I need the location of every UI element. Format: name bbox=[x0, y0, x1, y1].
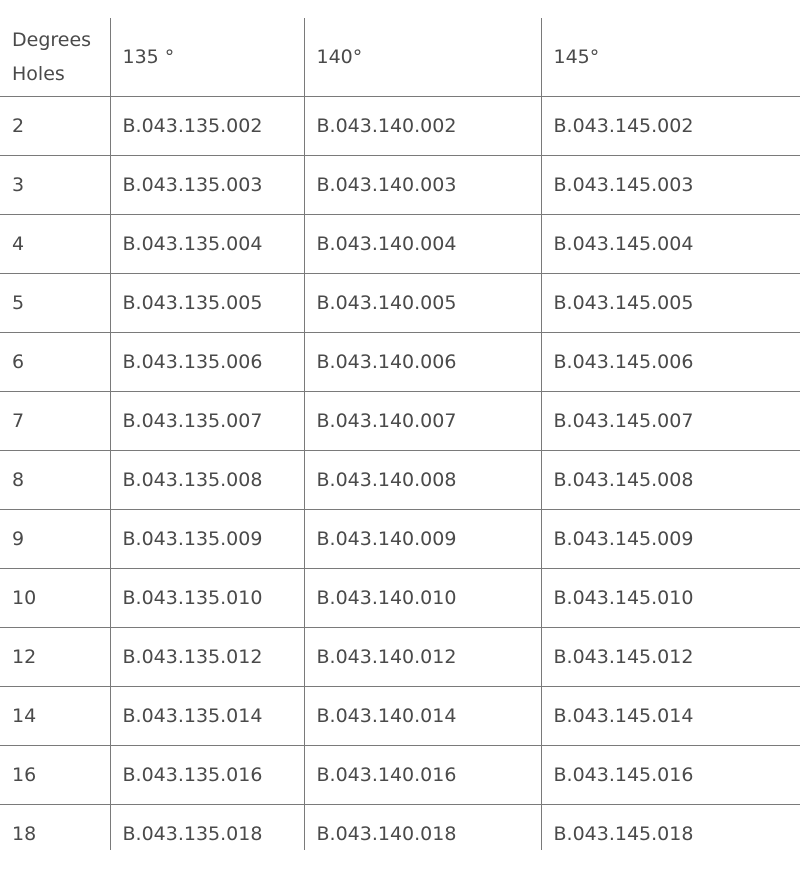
column-header-135: 135 ° bbox=[110, 18, 304, 97]
code-135-cell: B.043.135.014 bbox=[110, 687, 304, 746]
code-135-cell: B.043.135.012 bbox=[110, 628, 304, 687]
code-145-cell: B.043.145.006 bbox=[541, 333, 800, 392]
code-145-cell: B.043.145.014 bbox=[541, 687, 800, 746]
column-header-145: 145° bbox=[541, 18, 800, 97]
code-135-cell: B.043.135.005 bbox=[110, 274, 304, 333]
holes-cell: 3 bbox=[0, 156, 110, 215]
code-135-cell: B.043.135.008 bbox=[110, 451, 304, 510]
code-140-cell: B.043.140.006 bbox=[304, 333, 541, 392]
holes-cell: 4 bbox=[0, 215, 110, 274]
holes-cell: 7 bbox=[0, 392, 110, 451]
code-140-cell: B.043.140.003 bbox=[304, 156, 541, 215]
header-row bbox=[0, 18, 800, 97]
table-row bbox=[0, 451, 800, 510]
code-135-cell: B.043.135.018 bbox=[110, 805, 304, 851]
holes-cell: 10 bbox=[0, 569, 110, 628]
code-145-cell: B.043.145.003 bbox=[541, 156, 800, 215]
holes-cell: 14 bbox=[0, 687, 110, 746]
holes-cell: 16 bbox=[0, 746, 110, 805]
holes-cell: 12 bbox=[0, 628, 110, 687]
holes-cell: 6 bbox=[0, 333, 110, 392]
code-145-cell: B.043.145.007 bbox=[541, 392, 800, 451]
code-135-cell: B.043.135.007 bbox=[110, 392, 304, 451]
table-row bbox=[0, 746, 800, 805]
code-135-cell: B.043.135.009 bbox=[110, 510, 304, 569]
code-145-cell: B.043.145.018 bbox=[541, 805, 800, 851]
table-row bbox=[0, 156, 800, 215]
code-135-cell: B.043.135.004 bbox=[110, 215, 304, 274]
code-140-cell: B.043.140.010 bbox=[304, 569, 541, 628]
holes-cell: 18 bbox=[0, 805, 110, 851]
holes-label: Holes bbox=[12, 63, 65, 85]
code-135-cell: B.043.135.003 bbox=[110, 156, 304, 215]
table-row bbox=[0, 333, 800, 392]
holes-cell: 9 bbox=[0, 510, 110, 569]
code-145-cell: B.043.145.009 bbox=[541, 510, 800, 569]
code-145-cell: B.043.145.008 bbox=[541, 451, 800, 510]
code-140-cell: B.043.140.009 bbox=[304, 510, 541, 569]
table-row bbox=[0, 510, 800, 569]
code-140-cell: B.043.140.014 bbox=[304, 687, 541, 746]
code-140-cell: B.043.140.016 bbox=[304, 746, 541, 805]
code-140-cell: B.043.140.004 bbox=[304, 215, 541, 274]
code-140-cell: B.043.140.007 bbox=[304, 392, 541, 451]
code-145-cell: B.043.145.005 bbox=[541, 274, 800, 333]
column-header-140: 140° bbox=[304, 18, 541, 97]
code-135-cell: B.043.135.016 bbox=[110, 746, 304, 805]
product-code-table bbox=[0, 18, 800, 850]
code-140-cell: B.043.140.008 bbox=[304, 451, 541, 510]
product-code-table-container bbox=[0, 18, 806, 850]
table-header bbox=[0, 18, 800, 97]
table-row bbox=[0, 569, 800, 628]
holes-cell: 5 bbox=[0, 274, 110, 333]
degrees-label: Degrees bbox=[12, 29, 92, 51]
code-135-cell: B.043.135.006 bbox=[110, 333, 304, 392]
table-row bbox=[0, 805, 800, 851]
table-row bbox=[0, 274, 800, 333]
code-140-cell: B.043.140.005 bbox=[304, 274, 541, 333]
code-145-cell: B.043.145.010 bbox=[541, 569, 800, 628]
holes-cell: 2 bbox=[0, 97, 110, 156]
table-row bbox=[0, 97, 800, 156]
code-140-cell: B.043.140.012 bbox=[304, 628, 541, 687]
table-body bbox=[0, 97, 800, 851]
code-145-cell: B.043.145.004 bbox=[541, 215, 800, 274]
code-145-cell: B.043.145.012 bbox=[541, 628, 800, 687]
table-row bbox=[0, 215, 800, 274]
code-135-cell: B.043.135.002 bbox=[110, 97, 304, 156]
corner-header-cell bbox=[0, 18, 110, 97]
code-145-cell: B.043.145.002 bbox=[541, 97, 800, 156]
code-135-cell: B.043.135.010 bbox=[110, 569, 304, 628]
holes-cell: 8 bbox=[0, 451, 110, 510]
table-row bbox=[0, 392, 800, 451]
table-row bbox=[0, 628, 800, 687]
code-140-cell: B.043.140.018 bbox=[304, 805, 541, 851]
table-row bbox=[0, 687, 800, 746]
code-140-cell: B.043.140.002 bbox=[304, 97, 541, 156]
code-145-cell: B.043.145.016 bbox=[541, 746, 800, 805]
